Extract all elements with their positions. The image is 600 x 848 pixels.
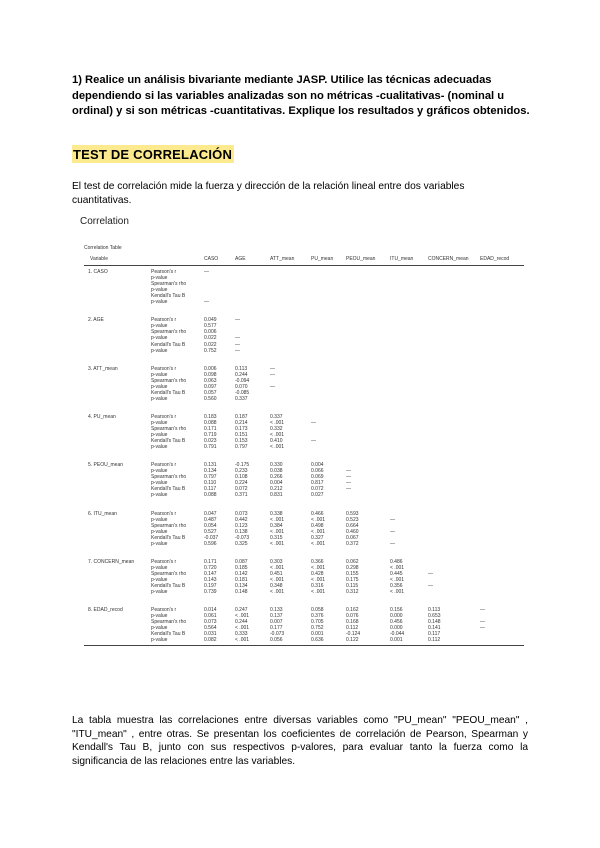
table-cell: 0.115 [346,583,359,589]
table-cell: 0.487 [204,516,217,523]
table-cell: — [390,516,395,523]
table-cell: 0.087 [235,558,248,565]
table-cell: 0.797 [204,474,217,481]
table-cell: 0.054 [204,522,217,529]
table-cell: 0.057 [204,389,217,396]
stat-label: Pearson's r [151,607,177,614]
table-cell: < .001 [311,540,326,547]
table-cell: < .001 [235,613,250,620]
column-header: PU_mean [311,256,334,262]
table-cell: < .001 [270,576,285,583]
table-cell: — [311,419,316,426]
table-cell: — [480,619,485,626]
stat-label: p-value [151,275,168,282]
table-cell: — [428,583,433,589]
table-cell: 0.112 [346,625,359,632]
table-cell: 0.173 [235,426,248,432]
table-cell: 0.072 [235,486,248,493]
table-cell: — [346,474,351,481]
stat-label: p-value [151,347,168,354]
table-cell: 0.577 [204,323,217,330]
table-cell: 0.148 [428,619,441,626]
table-cell: -0.124 [346,631,361,638]
table-cell: 0.817 [311,480,324,487]
table-cell: 0.038 [270,468,283,475]
table-cell: 0.486 [390,558,403,565]
stat-label: Kendall's Tau B [151,438,186,445]
column-header: AGE [235,256,246,262]
table-cell: 0.212 [270,486,283,493]
table-cell: -0.037 [204,534,219,541]
table-cell: < .001 [270,540,285,547]
table-cell: 0.155 [346,570,359,577]
table-cell: — [235,335,240,342]
table-cell: 0.560 [204,395,217,402]
jasp-correlation-screenshot [72,210,532,650]
table-cell: — [204,299,209,306]
table-cell: 0.151 [235,432,248,439]
stat-label: p-value [151,444,168,451]
table-cell: < .001 [311,589,326,596]
bottom-rule [84,645,524,646]
table-cell: < .001 [311,576,326,583]
table-cell: 0.791 [204,444,217,451]
stat-label: p-value [151,576,168,583]
table-cell: 0.097 [204,383,217,390]
table-cell: 0.187 [235,413,248,420]
table-cell: -0.044 [390,631,405,638]
table-cell: < .001 [311,564,326,571]
table-cell: 0.133 [270,607,283,614]
stat-label: p-value [151,395,168,402]
correlation-table-subtitle: Correlation Table [84,245,122,251]
table-cell: 0.143 [204,576,217,583]
table-cell: 0.705 [311,619,324,626]
table-cell: 0.137 [270,613,283,620]
table-cell: 0.058 [311,607,324,614]
table-cell: 0.088 [204,419,217,426]
intro-paragraph: El test de correlación mide la fuerza y dirección de la relación lineal entre dos variables cuantitativas. [72,181,465,206]
table-cell: — [235,347,240,354]
stat-label: p-value [151,528,168,535]
table-cell: — [270,365,275,372]
table-cell: < .001 [270,589,285,596]
table-cell: 0.325 [235,540,248,547]
stat-label: Kendall's Tau B [151,293,186,300]
section-heading: TEST DE CORRELACIÓN [73,147,233,162]
table-cell: 0.664 [346,522,359,529]
table-cell: < .001 [390,589,405,596]
table-cell: 0.117 [204,486,217,493]
table-cell: < .001 [270,528,285,535]
table-cell: < .001 [270,564,285,571]
table-cell: 0.067 [346,534,359,541]
table-cell: 0.183 [204,413,217,420]
table-cell: 0.014 [204,607,217,614]
table-cell: 0.056 [270,637,283,644]
variable-name: 2. AGE [88,317,104,324]
table-cell: 0.076 [346,613,359,620]
table-cell: 0.156 [390,607,403,614]
table-cell: 0.371 [235,492,248,499]
table-cell: 0.073 [204,619,217,626]
table-cell: 0.110 [204,480,217,487]
stat-label: p-value [151,613,168,620]
table-cell: 0.162 [346,607,359,614]
explanation-paragraph: La tabla muestra las correlaciones entre diversas variables como "PU_mean" "PEOU_mean" , "ITU_mean" , entre otras. Se presentan los coeficientes de correlación de Pearson, Spearman y Kendall's Tau B, junto con sus respectivos p-valores, para evaluar tanto la fuerza como la significancia de las relaciones entre las variables. [72,715,528,768]
table-cell: 0.088 [204,492,217,499]
column-header: CONCERN_mean [428,256,469,262]
table-cell: 0.303 [270,558,283,565]
table-cell: 0.752 [311,625,324,632]
table-cell: -0.175 [235,462,250,469]
table-cell: 0.330 [270,462,283,469]
table-cell: 0.082 [204,637,217,644]
table-cell: -0.073 [235,534,250,541]
table-cell: 0.073 [235,510,248,517]
table-cell: 0.214 [235,419,248,426]
stat-label: p-value [151,323,168,330]
table-cell: 0.739 [204,589,217,596]
stat-label: Pearson's r [151,462,177,469]
table-cell: 0.456 [390,619,403,626]
stat-label: Spearman's rho [151,426,187,432]
table-cell: — [390,540,395,547]
table-cell: 0.337 [270,413,283,420]
table-cell: 0.653 [428,613,441,620]
correlation-title: Correlation [80,216,129,227]
table-cell: — [270,383,275,390]
variable-name: 4. PU_mean [88,413,116,420]
table-cell: 0.098 [204,371,217,378]
table-cell: 0.185 [235,564,248,571]
table-cell: 0.112 [428,637,441,644]
table-cell: 0.527 [204,528,217,535]
column-header: ITU_mean [390,256,414,262]
table-cell: 0.244 [235,371,248,378]
stat-label: Pearson's r [151,365,177,372]
table-cell: 0.831 [270,492,283,499]
table-cell: 0.022 [204,335,217,342]
table-cell: < .001 [311,528,326,535]
table-cell: -0.073 [270,631,285,638]
stat-label: Kendall's Tau B [151,486,186,493]
stat-label: p-value [151,625,168,632]
table-cell: 0.061 [204,613,217,620]
table-cell: — [390,528,395,535]
table-cell: 0.181 [235,576,248,583]
table-cell: < .001 [311,516,326,523]
table-cell: 0.117 [428,631,441,638]
table-cell: 0.266 [270,474,283,481]
table-cell: 0.069 [311,474,324,481]
table-cell: 0.062 [346,558,359,565]
table-cell: 0.001 [390,637,403,644]
table-cell: 0.332 [270,426,283,432]
table-cell: 0.063 [204,377,217,384]
stat-label: Pearson's r [151,317,177,324]
table-cell: 0.000 [390,625,403,632]
table-cell: — [235,317,240,324]
table-cell: 0.451 [270,570,283,577]
stat-label: Kendall's Tau B [151,341,186,348]
table-cell: 0.372 [346,540,359,547]
table-cell: < .001 [390,576,405,583]
table-cell: 0.596 [204,540,217,547]
table-cell: 0.004 [270,480,283,487]
table-cell: 0.244 [235,619,248,626]
table-cell: 0.797 [235,444,248,451]
stat-label: Pearson's r [151,413,177,420]
stat-label: Kendall's Tau B [151,534,186,541]
table-cell: -0.085 [235,389,250,396]
stat-label: p-value [151,419,168,426]
stat-label: p-value [151,637,168,644]
stat-label: p-value [151,589,168,596]
table-cell: < .001 [270,432,285,439]
stat-label: Pearson's r [151,510,177,517]
table-cell: 0.113 [235,365,248,372]
table-cell: 0.316 [311,583,324,589]
table-cell: 0.348 [270,583,283,589]
table-cell: 0.147 [204,570,217,577]
variable-name: 8. EDAD_recod [88,607,123,614]
table-cell: 0.171 [204,558,217,565]
column-header: ATT_mean [270,256,295,262]
table-cell: 0.333 [235,631,248,638]
table-cell: — [204,269,209,275]
table-cell: 0.366 [311,558,324,565]
table-cell: 0.384 [270,522,283,529]
table-cell: 0.376 [311,613,324,620]
table-cell: — [235,341,240,348]
table-cell: < .001 [235,625,250,632]
table-cell: 0.000 [390,613,403,620]
table-cell: 0.564 [204,625,217,632]
table-cell: 0.460 [346,528,359,535]
stat-label: Spearman's rho [151,281,187,288]
stat-label: Pearson's r [151,269,177,275]
table-cell: 0.027 [311,492,324,499]
stat-label: Spearman's rho [151,619,187,626]
table-cell: 0.006 [204,365,217,372]
variable-name: 5. PEOU_mean [88,462,124,469]
table-cell: 0.108 [235,474,248,481]
table-cell: 0.123 [235,522,248,529]
table-cell: 0.428 [311,570,324,577]
table-cell: 0.445 [390,570,403,577]
column-header: PEOU_mean [346,256,376,262]
stat-label: p-value [151,432,168,439]
table-cell: 0.233 [235,468,248,475]
table-cell: 0.171 [204,426,217,432]
table-cell: — [480,625,485,632]
header-rule [84,265,524,266]
stat-label: Spearman's rho [151,377,187,384]
stat-label: p-value [151,492,168,499]
table-cell: < .001 [270,444,285,451]
table-cell: — [346,480,351,487]
stat-label: Spearman's rho [151,329,187,336]
table-cell: 0.247 [235,607,248,614]
table-cell: 0.004 [311,462,324,469]
table-cell: 0.134 [204,468,217,475]
table-cell: 0.113 [428,607,441,614]
stat-label: p-value [151,468,168,475]
table-cell: -0.094 [235,377,250,384]
stat-label: p-value [151,516,168,523]
table-cell: 0.001 [311,631,324,638]
table-cell: 0.636 [311,637,324,644]
stat-label: Spearman's rho [151,570,187,577]
table-cell: 0.337 [235,395,248,402]
variable-name: 1. CASO [88,269,108,275]
table-cell: — [346,468,351,475]
table-cell: 0.047 [204,510,217,517]
stat-label: Spearman's rho [151,522,187,529]
table-cell: 0.410 [270,438,283,445]
table-cell: < .001 [390,564,405,571]
table-cell: 0.023 [204,438,217,445]
stat-label: Kendall's Tau B [151,583,186,589]
table-cell: 0.168 [346,619,359,626]
table-cell: 0.138 [235,528,248,535]
table-cell: 0.148 [235,589,248,596]
stat-label: p-value [151,371,168,378]
table-cell: 0.466 [311,510,324,517]
table-cell: 0.175 [346,576,359,583]
table-cell: 0.315 [270,534,283,541]
stat-label: p-value [151,540,168,547]
table-cell: 0.131 [204,462,217,469]
table-cell: — [270,371,275,378]
question-text: 1) Realice un análisis bivariante mediante JASP. Utilice las técnicas adecuadas dependiendo si las variables analizadas son no métricas -cualitativas- (nominal u ordinal) y si son métricas -cuantitativas. Explique los resultados y gráficos obtenidos. [72,74,530,117]
stat-label: p-value [151,335,168,342]
stat-label: Spearman's rho [151,474,187,481]
column-header: CASO [204,256,219,262]
variable-name: 3. ATT_mean [88,365,118,372]
table-cell: — [428,570,433,577]
table-cell: 0.142 [235,570,248,577]
table-cell: < .001 [270,419,285,426]
stat-label: p-value [151,299,168,306]
table-cell: 0.719 [204,432,217,439]
table-cell: 0.356 [390,583,403,589]
table-cell: 0.327 [311,534,324,541]
variable-name: 6. ITU_mean [88,510,117,517]
table-cell: 0.312 [346,589,359,596]
column-header: EDAD_recod [480,256,510,262]
table-cell: 0.752 [204,347,217,354]
table-cell: 0.072 [311,486,324,493]
table-cell: 0.031 [204,631,217,638]
table-cell: 0.298 [346,564,359,571]
table-cell: 0.177 [270,625,283,632]
stat-label: Kendall's Tau B [151,631,186,638]
table-cell: 0.007 [270,619,283,626]
table-cell: 0.022 [204,341,217,348]
table-cell: 0.006 [204,329,217,336]
stat-label: Pearson's r [151,558,177,565]
table-cell: 0.523 [346,516,359,523]
variable-header: Variable [90,256,108,262]
table-cell: 0.338 [270,510,283,517]
table-cell: < .001 [270,516,285,523]
stat-label: p-value [151,480,168,487]
table-cell: — [311,438,316,445]
table-cell: 0.141 [428,625,441,632]
table-cell: 0.049 [204,317,217,324]
stat-label: p-value [151,287,168,294]
table-cell: — [346,486,351,493]
table-cell: 0.122 [346,637,359,644]
table-cell: 0.070 [235,383,248,390]
stat-label: p-value [151,564,168,571]
table-cell: 0.498 [311,522,324,529]
table-cell: 0.720 [204,564,217,571]
table-cell: 0.442 [235,516,248,523]
table-cell: 0.134 [235,583,248,589]
table-cell: 0.153 [235,438,248,445]
variable-name: 7. CONCERN_mean [88,558,135,565]
stat-label: Kendall's Tau B [151,389,186,396]
table-cell: 0.224 [235,480,248,487]
table-cell: 0.197 [204,583,217,589]
stat-label: p-value [151,383,168,390]
table-cell: — [480,607,485,614]
table-cell: 0.593 [346,510,359,517]
table-cell: < .001 [235,637,250,644]
table-cell: 0.066 [311,468,324,475]
